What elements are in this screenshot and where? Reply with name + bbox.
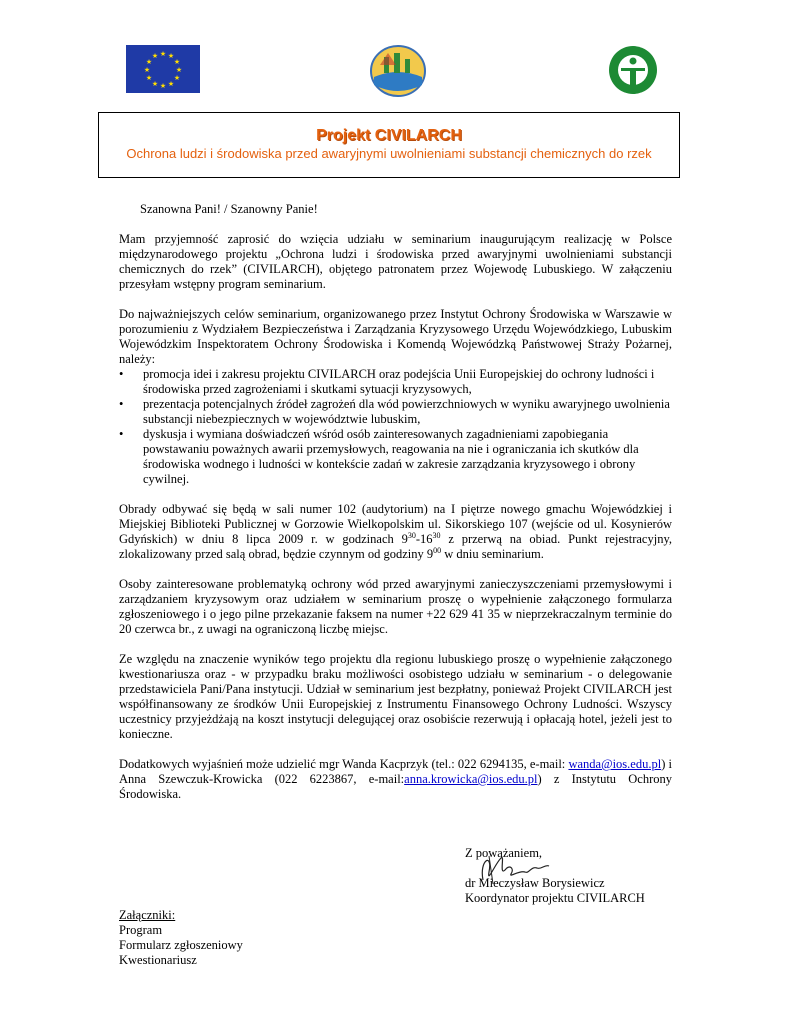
signer-role: Koordynator projektu CIVILARCH xyxy=(465,891,645,905)
svg-text:★: ★ xyxy=(143,66,151,74)
svg-text:★: ★ xyxy=(159,50,167,58)
svg-text:★: ★ xyxy=(175,66,183,74)
bullet-mark: • xyxy=(119,427,124,441)
bullet-mark: • xyxy=(119,397,124,411)
contact-text: ) z Instytutu Ochrony Środowiska. xyxy=(119,772,672,801)
svg-text:★: ★ xyxy=(151,52,159,60)
svg-text:★: ★ xyxy=(145,74,153,82)
paragraph-registration: Osoby zainteresowane problematyką ochrony wód przed awaryjnymi zanieczyszczeniami przemysłowymi i zarządzaniem kryzysowym oraz udziałem w seminarium proszę o wypełnienie załączonego formularza zgłoszeniowego i o jego pilne przekazanie faksem na numer +22 629 41 35 w nieprzekraczalnym terminie do 20 czerwca br., z uwagi na ograniczoną liczbę miejsc. xyxy=(119,577,672,636)
attachment-item: Program xyxy=(119,923,163,937)
project-subtitle: Ochrona ludzi i środowiska przed awaryjnymi uwolnieniami substancji chemicznych do rzek xyxy=(126,146,652,161)
list-item xyxy=(119,367,672,397)
attachment-item: Kwestionariusz xyxy=(119,953,197,967)
goals-list xyxy=(119,367,672,487)
venue-text: z przerwą na obiad. Punkt rejestracyjny, zlokalizowany przed salą obrad, będzie czynnym od godziny 9 xyxy=(119,532,673,561)
svg-text:★: ★ xyxy=(167,52,175,60)
email-link-anna[interactable]: anna.krowicka@ios.edu.pl xyxy=(404,772,538,786)
svg-text:★: ★ xyxy=(173,74,181,82)
list-item-text: promocja idei i zakresu projektu CIVILARCH oraz podejścia Unii Europejskiej do ochrony ludności i środowiska przed zagrożeniami i skutkami sytuacji kryzysowych, xyxy=(143,367,655,396)
venue-text: Obrady odbywać się będą w sali numer 102 (audytorium) na I piętrze nowego gmachu Wojewódzkiej i Miejskiej Biblioteki Publicznej w Gorzowie Wielkopolskim ul. Sikorskiego 107 (wejście od ul. Kosynierów Gdyńskich) w dniu 8 lipca 2009 r. w godzinach 9 xyxy=(119,502,672,546)
svg-text:★: ★ xyxy=(151,80,159,88)
paragraph-contacts xyxy=(119,757,672,802)
attachments-heading: Załączniki: xyxy=(119,908,176,922)
list-item-text: prezentacja potencjalnych źródeł zagrożeń dla wód powierzchniowych w wyniku awaryjnego uwolnienia substancji niebezpiecznych w województwie lubuskim, xyxy=(143,397,670,426)
closing: Z poważaniem, xyxy=(465,846,543,860)
attachment-item: Formularz zgłoszeniowy xyxy=(119,938,243,952)
list-item xyxy=(119,397,672,427)
list-item-text: dyskusja i wymiana doświadczeń wśród osób zainteresowanych zagadnieniami zapobiegania powstawaniu poważnych awarii przemysłowych, reagowania na nie i ograniczania ich skutków dla środowiska wodnego i ludności w kontekście zadań w zakresie zarządzania kryzysowego i obrony cywilnej. xyxy=(143,427,639,486)
paragraph-goals: Do najważniejszych celów seminarium, organizowanego przez Instytut Ochrony Środowiska w Warszawie w porozumieniu z Wydziałem Bezpieczeństwa i Zarządzania Kryzysowego Urzędu Wojewódzkiego, Lubuskim Wojewódzkim Inspektoratem Ochrony Środowiska i Komendą Wojewódzką Państwowej Straży Pożarnej, należy: xyxy=(119,307,672,366)
project-title: Projekt CIVILARCH xyxy=(316,127,462,144)
eu-flag-logo xyxy=(126,45,200,93)
time-superscript: 30 xyxy=(432,531,441,540)
greeting: Szanowna Pani! / Szanowny Panie! xyxy=(140,202,318,216)
civilarch-logo xyxy=(370,45,426,97)
signer-name: dr Mieczysław Borysiewicz xyxy=(465,876,605,890)
signature-block xyxy=(465,846,695,906)
civil-protection-logo xyxy=(608,45,658,95)
handwritten-signature xyxy=(475,850,555,890)
project-header-box xyxy=(98,112,680,178)
time-superscript: 00 xyxy=(433,546,442,555)
svg-text:★: ★ xyxy=(159,82,167,90)
email-link-wanda[interactable]: wanda@ios.edu.pl xyxy=(568,757,662,771)
svg-text:★: ★ xyxy=(173,58,181,66)
paragraph-invitation: Mam przyjemność zaprosić do wzięcia udziału w seminarium inaugurującym realizację w Polsce międzynarodowego projektu „Ochrona ludzi i środowiska przed awaryjnymi uwolnieniami substancji chemicznych do rzek” (CIVILARCH), objętego patronatem przez Wojewodę Lubuskiego. W załączeniu przesyłam wstępny program seminarium. xyxy=(119,232,672,291)
bullet-mark: • xyxy=(119,367,124,381)
svg-text:★: ★ xyxy=(167,80,175,88)
svg-text:★: ★ xyxy=(145,58,153,66)
contact-text: Dodatkowych wyjaśnień może udzielić mgr Wanda Kacprzyk (tel.: 022 6294135, e-mail: xyxy=(119,757,569,771)
paragraph-venue xyxy=(119,502,672,562)
attachments-list xyxy=(119,908,369,968)
paragraph-questionnaire: Ze względu na znaczenie wyników tego projektu dla regionu lubuskiego proszę o wypełnienie załączonego kwestionariusza oraz - w przypadku braku możliwości osobistego udziału w seminarium - o delegowanie przedstawiciela Pani/Pana instytucji. Udział w seminarium jest bezpłatny, ponieważ Projekt CIVILARCH jest współfinansowany ze środków Unii Europejskiej z Instrumentu Finansowego Ochrony Ludności. Wszyscy uczestnicy przyjeżdżają na koszt instytucji delegującej oraz osobiście rezerwują i opłacają hotel, jeżeli jest to konieczne. xyxy=(119,652,672,741)
time-superscript: 30 xyxy=(407,531,416,540)
venue-text: w dniu seminarium. xyxy=(441,547,544,561)
contact-text: ) i Anna Szewczuk-Krowicka (022 6223867, e-mail: xyxy=(119,757,673,786)
letter-body xyxy=(119,202,672,817)
venue-text: -16 xyxy=(415,532,433,546)
list-item xyxy=(119,427,672,487)
